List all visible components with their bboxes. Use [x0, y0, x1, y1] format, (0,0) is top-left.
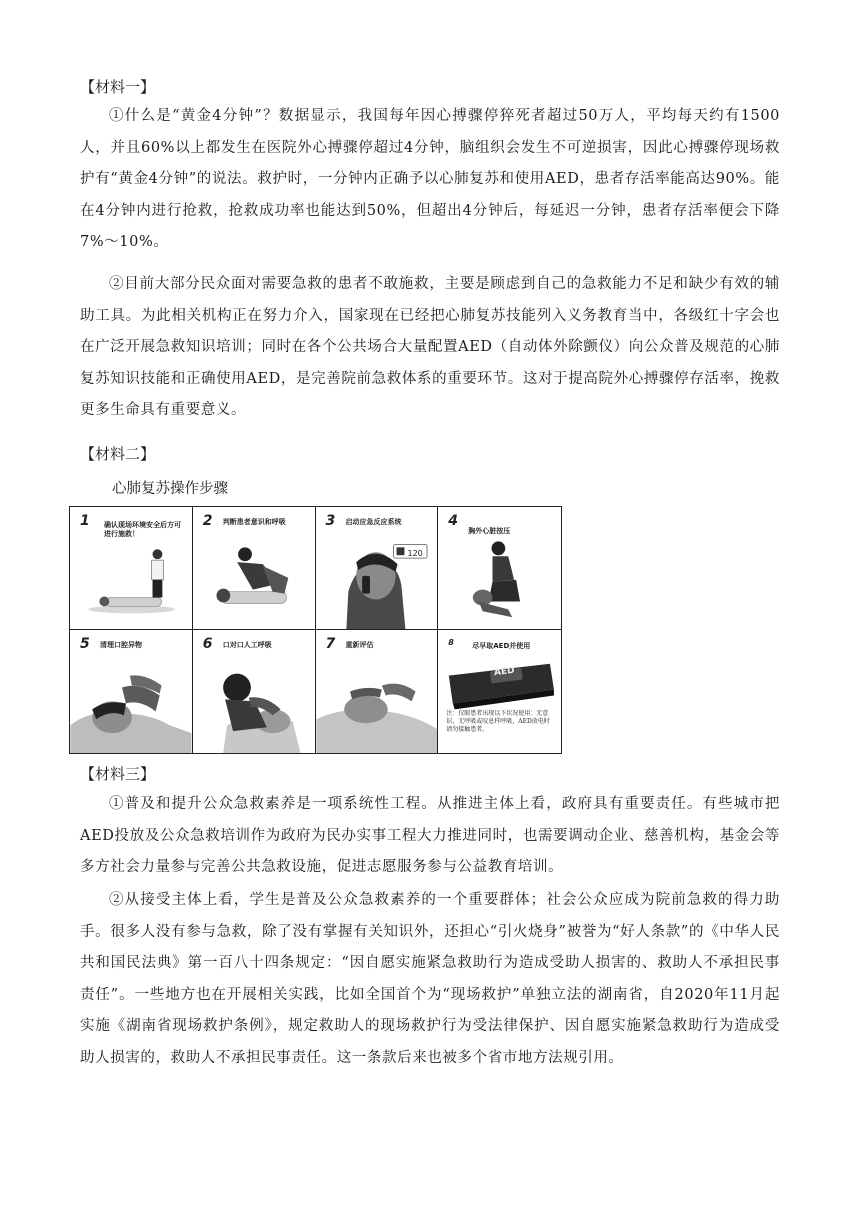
cpr-steps-figure — [69, 506, 562, 754]
reassessment-illustration — [316, 630, 438, 753]
step-label: 重新评估 — [345, 641, 374, 649]
aed-device-illustration — [438, 630, 561, 753]
step-label: 启动应急反应系统 — [345, 518, 402, 526]
step-number: 8 — [448, 638, 454, 647]
step-label: 判断患者意识和呼吸 — [222, 518, 286, 526]
step-label: 口对口人工呼吸 — [222, 641, 272, 649]
step-number: 6 — [202, 636, 213, 652]
cpr-step-2 — [193, 507, 316, 630]
material3-paragraph-1: ①普及和提升公众急救素养是一项系统性工程。从推进主体上看，政府具有重要责任。有些城市把AED投放及公众急救培训作为政府为民办实事工程大力推进同时，也需要调动企业、慈善机构，基金会等多方社会力量参与完善公共急救设施，促进志愿服务参与公益教育培训。 — [80, 796, 780, 875]
step-number: 1 — [80, 513, 90, 529]
step-number: 5 — [80, 636, 90, 652]
material1-heading: 【材料一】 — [80, 78, 156, 96]
cpr-step-8 — [438, 630, 561, 753]
material3-paragraph-2: ②从接受主体上看，学生是普及公众急救素养的一个重要群体；社会公众应成为院前急救的得力助手。很多人没有参与急救，除了没有掌握有关知识外，还担心“引火烧身”被誉为“好人条款”的《中华人民共和国民法典》第一百八十四条规定：“因自愿实施紧急救助行为造成受助人损害的、救助人不承担民事责任”。一些地方也在开展相关实践，比如全国首个为“现场救护”单独立法的湖南省，自2020年11月起实施《湖南省现场救护条例》，规定救助人的现场救护行为受法律保护、因自愿实施紧急救助行为造成受助人损害的，救助人不承担民事责任。这一条款后来也被多个省市地方法规引用。 — [80, 892, 780, 1066]
material1-paragraph-2: ②目前大部分民众面对需要急救的患者不敢施救，主要是顾虑到自己的急救能力不足和缺少有效的辅助工具。为此相关机构正在努力介入，国家现在已经把心肺复苏技能列入义务教育当中，各级红十字会也在广泛开展急救知识培训；同时在各个公共场合大量配置AED（自动体外除颤仪）向公众普及规范的心肺复苏知识技能和正确使用AED，是完善院前急救体系的重要环节。这对于提高院外心搏骤停存活率，挽救更多生命具有重要意义。 — [80, 276, 780, 418]
cpr-step-1 — [70, 507, 193, 630]
phone-number-label: 120 — [407, 549, 423, 558]
step-number: 2 — [202, 513, 213, 529]
cpr-step-7 — [316, 630, 439, 753]
cpr-step-4 — [438, 507, 561, 630]
step-label: 确认现场环境安全后方可进行施救！ — [104, 521, 181, 538]
step-label: 胸外心脏按压 — [468, 527, 511, 535]
cpr-step-6 — [193, 630, 316, 753]
person-checking-scene-illustration — [70, 507, 192, 629]
mouth-to-mouth-illustration — [193, 630, 315, 753]
step-label: 清理口腔异物 — [100, 641, 142, 649]
material1-paragraph-1: ①什么是“黄金4分钟”？数据显示，我国每年因心搏骤停猝死者超过50万人，平均每天约有1500人，并且60%以上都发生在医院外心搏骤停超过4分钟，脑组织会发生不可逆损害，因此心搏骤停现场救护有“黄金4分钟”的说法。救护时，一分钟内正确予以心肺复苏和使用AED，患者存活率能高达90%。能在4分钟内进行抢救，抢救成功率也能达到50%，但超出4分钟后，每延迟一分钟，患者存活率便会下降7%～10%。 — [80, 108, 780, 250]
checking-consciousness-illustration — [193, 507, 315, 629]
step-number: 4 — [448, 513, 458, 529]
material2-heading: 【材料二】 — [80, 445, 156, 463]
step-number: 3 — [325, 513, 336, 529]
chest-compression-illustration — [438, 507, 561, 629]
cpr-step-5 — [70, 630, 193, 753]
aed-usage-note: 注：仅限患者出现以下状况使用：无意识，无呼吸或叹息样呼吸，AED放电时请勿接触患者。 — [446, 710, 550, 733]
step-label: 尽早取AED并使用 — [472, 642, 531, 650]
aed-device-label: AED — [493, 665, 516, 679]
cpr-step-3 — [316, 507, 439, 630]
clearing-airway-illustration — [70, 630, 192, 753]
material3-heading: 【材料三】 — [80, 765, 156, 783]
figure-caption: 心肺复苏操作步骤 — [112, 481, 228, 497]
calling-emergency-illustration — [316, 507, 438, 629]
step-number: 7 — [325, 636, 336, 652]
